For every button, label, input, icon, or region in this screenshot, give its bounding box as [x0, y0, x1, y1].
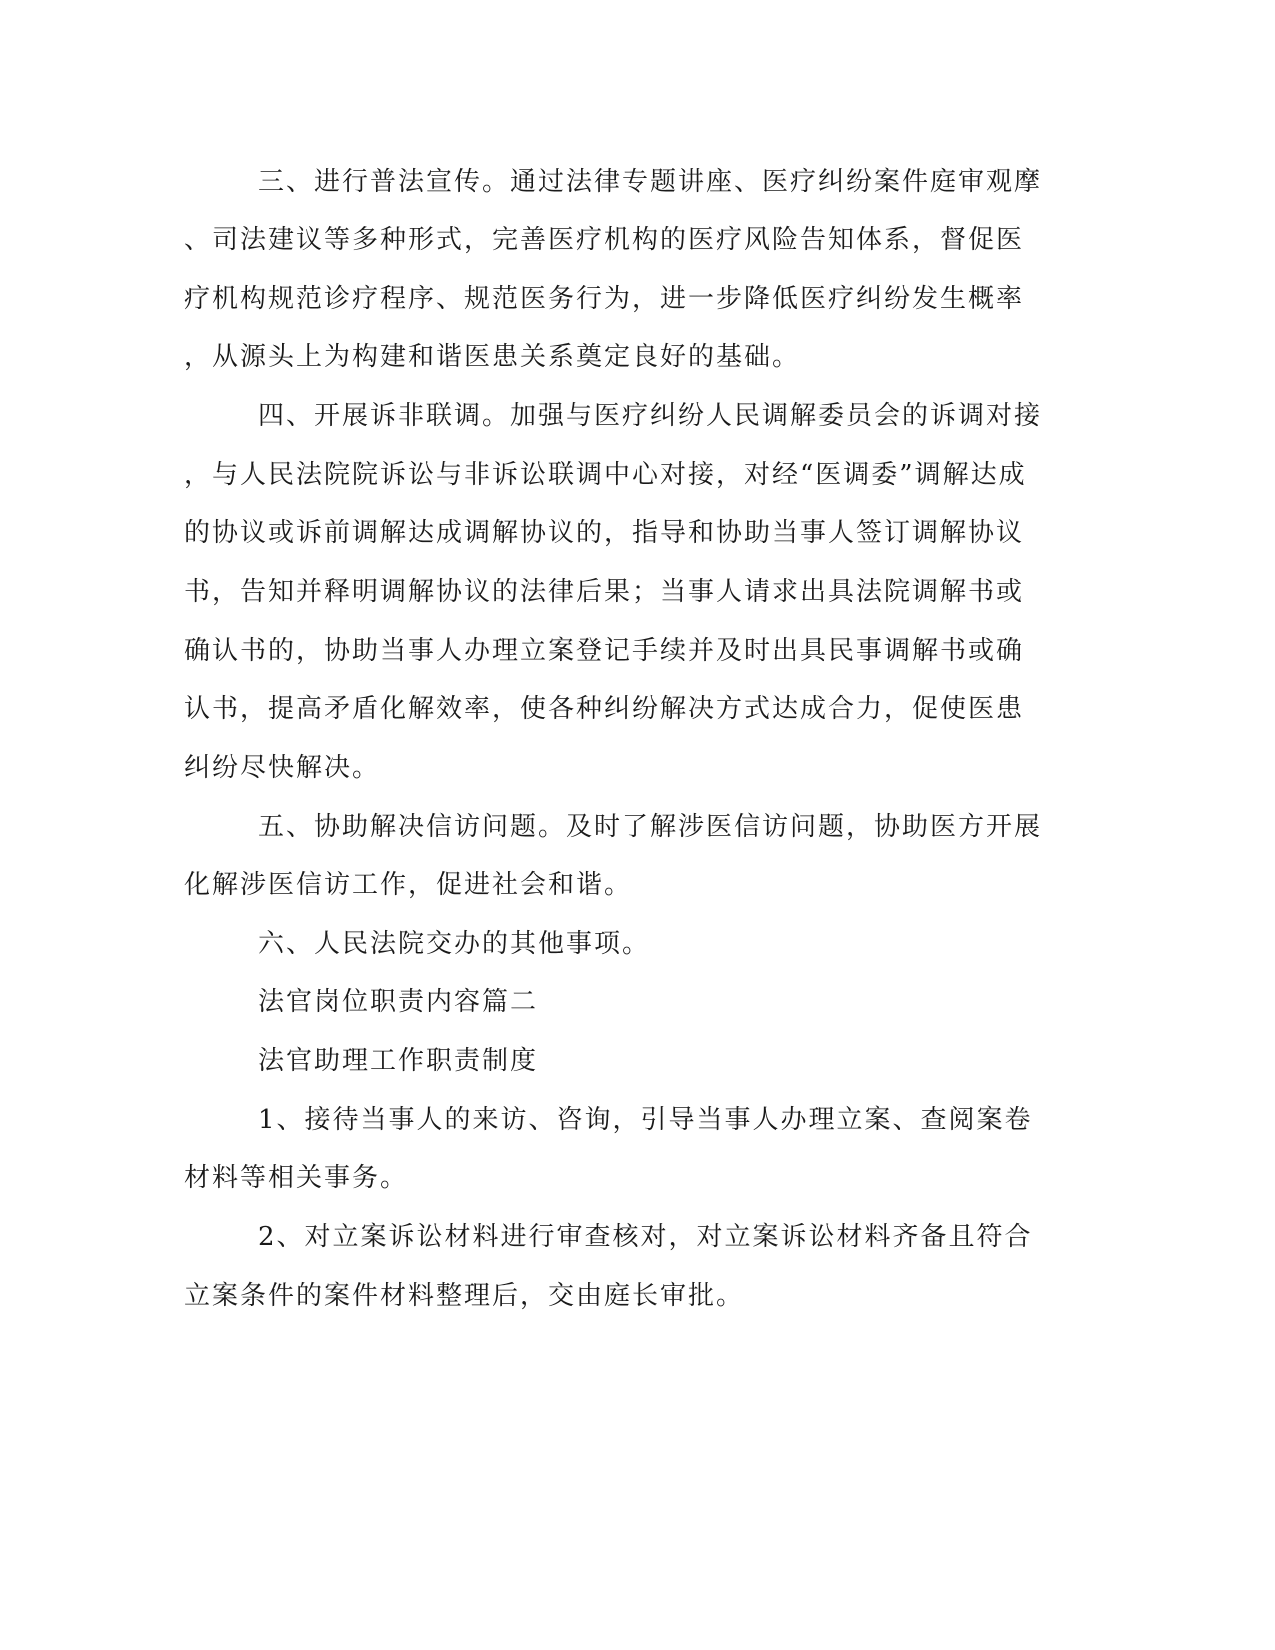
section-heading: 法官岗位职责内容篇二	[258, 987, 539, 1017]
paragraph-4-line-6: 认书，提高矛盾化解效率，使各种纠纷解决方式达成合力，促使医患	[184, 694, 1025, 724]
item-2-line-2: 立案条件的案件材料整理后，交由庭长审批。	[184, 1281, 745, 1311]
item-1-line-1: 1、接待当事人的来访、咨询，引导当事人办理立案、查阅案卷	[258, 1105, 1033, 1135]
item-1-line-2: 材料等相关事务。	[184, 1163, 409, 1193]
item-2-line-1: 2、对立案诉讼材料进行审查核对，对立案诉讼材料齐备且符合	[258, 1222, 1033, 1252]
paragraph-3-line-4: ，从源头上为构建和谐医患关系奠定良好的基础。	[184, 342, 801, 372]
paragraph-4-line-4: 书，告知并释明调解协议的法律后果；当事人请求出具法院调解书或	[184, 577, 1025, 607]
paragraph-4-line-1: 四、开展诉非联调。加强与医疗纠纷人民调解委员会的诉调对接	[258, 401, 1043, 431]
paragraph-4-line-7: 纠纷尽快解决。	[184, 753, 381, 783]
paragraph-5-line-1: 五、协助解决信访问题。及时了解涉医信访问题，协助医方开展	[258, 812, 1043, 842]
paragraph-3-line-2: 、司法建议等多种形式，完善医疗机构的医疗风险告知体系，督促医	[184, 225, 1025, 255]
paragraph-4-line-2: ，与人民法院院诉讼与非诉讼联调中心对接，对经“医调委”调解达成	[184, 460, 1027, 490]
paragraph-3-line-3: 疗机构规范诊疗程序、规范医务行为，进一步降低医疗纠纷发生概率	[184, 284, 1025, 314]
paragraph-4-line-3: 的协议或诉前调解达成调解协议的，指导和协助当事人签订调解协议	[184, 518, 1025, 548]
paragraph-4-line-5: 确认书的，协助当事人办理立案登记手续并及时出具民事调解书或确	[184, 636, 1025, 666]
subsection-heading: 法官助理工作职责制度	[258, 1046, 539, 1076]
paragraph-5-line-2: 化解涉医信访工作，促进社会和谐。	[184, 870, 633, 900]
paragraph-3-line-1: 三、进行普法宣传。通过法律专题讲座、医疗纠纷案件庭审观摩	[258, 167, 1043, 197]
paragraph-6: 六、人民法院交办的其他事项。	[258, 929, 651, 959]
